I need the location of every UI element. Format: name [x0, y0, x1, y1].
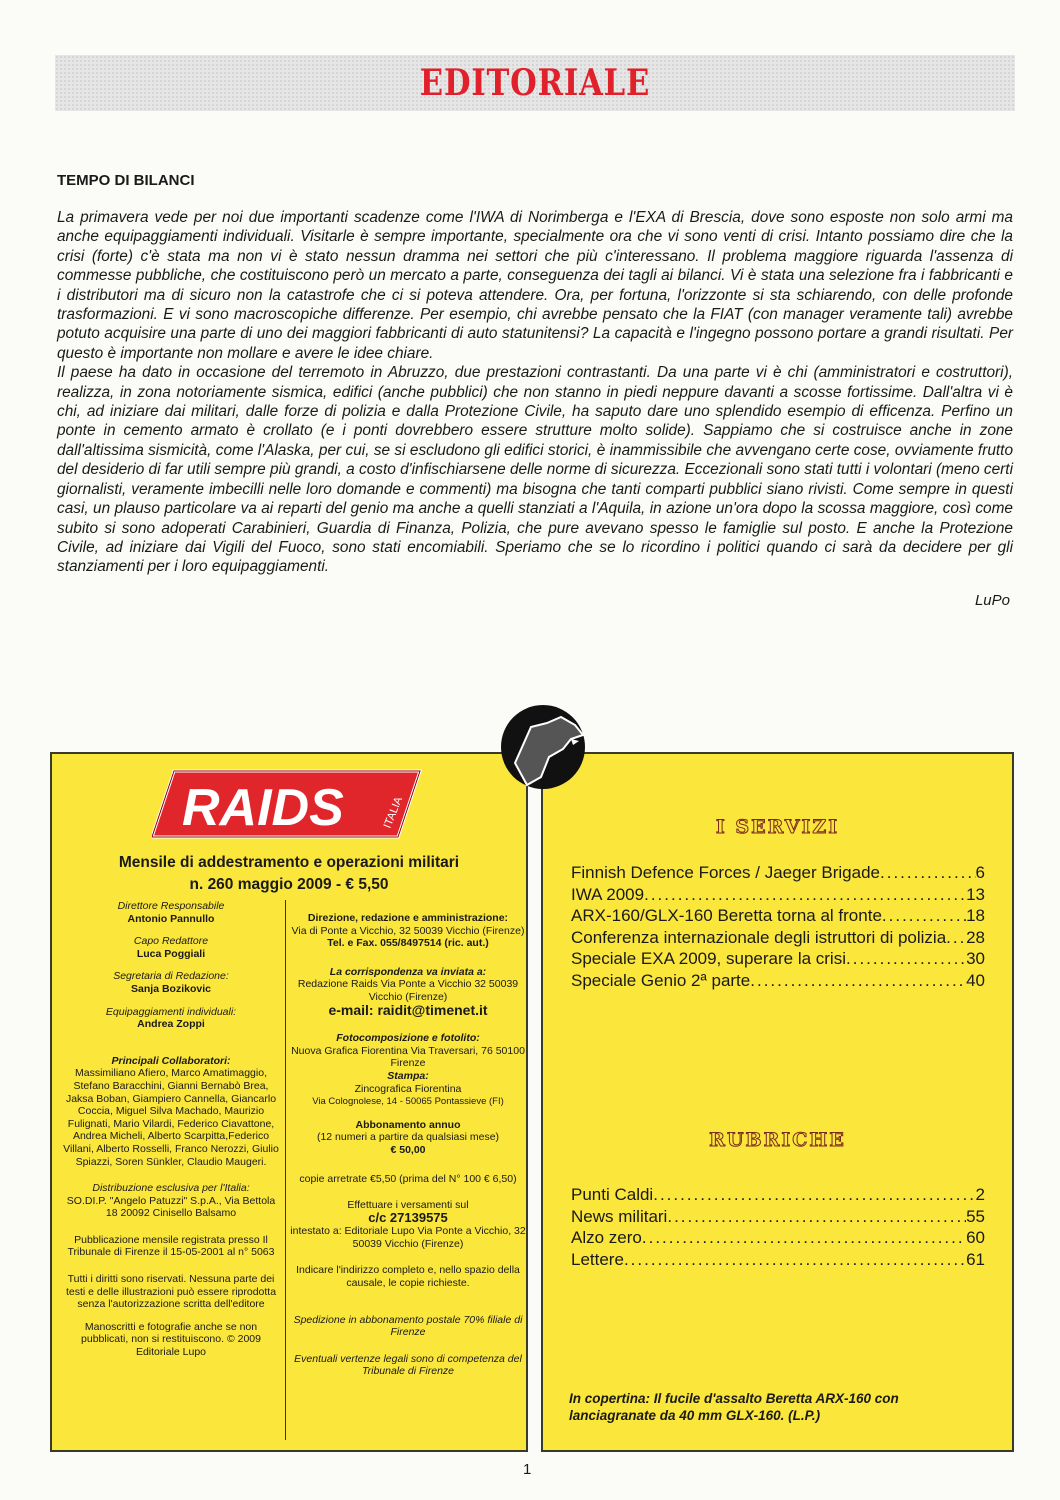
svg-text:RAIDS: RAIDS — [182, 779, 344, 837]
cover-caption: In copertina: Il fucile d'assalto Beretta ARX-160 con lanciagranate da 40 mm GLX-160. (L.P.) — [569, 1391, 899, 1423]
collaborators: Massimiliano Afiero, Marco Amatimaggio, Stefano Baracchini, Gianni Bernabò Brea, Jaksa Boban, Giampiero Cannella, Giancarlo Coccia, Miguel Silva Machado, Maurizio Fulignati, Mario Vilardi, Federico Ciavattone, Andrea Micheli, Alberto Scarpitta,Federico Villani, Alberto Rosselli, Franco Nerozzi, Giulio Spiazzi, Soren Sünkler, Claudio Maugeri. — [63, 1067, 279, 1168]
role: Segretaria di Redazione: — [113, 970, 229, 983]
label: Effettuare i versamenti sul — [347, 1199, 469, 1212]
toc-item[interactable]: IWA 2009 ..... 13 — [571, 884, 985, 906]
signature: LuPo — [974, 592, 1010, 609]
account: c/c 27139575 — [368, 1209, 448, 1225]
svg-text:ITALIA: ITALIA — [381, 795, 406, 831]
toc-item[interactable]: Speciale EXA 2009, superare la crisi ..... 30 — [571, 948, 985, 970]
label: Direzione, redazione e amministrazione: — [307, 912, 509, 924]
name: Antonio Pannullo — [127, 912, 215, 925]
columns-title: RUBRICHE — [709, 1129, 846, 1151]
label: Abbonamento annuo — [355, 1118, 461, 1131]
toc-item[interactable]: Speciale Genio 2ª parte ..... 40 — [571, 970, 985, 992]
tagline: Mensile di addestramento e operazioni militari — [118, 854, 460, 871]
address: Nuova Grafica Fiorentina Via Traversari, 76 50100 Firenze — [291, 1044, 525, 1070]
masthead-box — [50, 752, 528, 1452]
registration: Pubblicazione mensile registrata presso Il Tribunale di Firenze il 15-05-2001 al n° 5063 — [67, 1233, 275, 1259]
toc-item[interactable]: Finnish Defence Forces / Jaeger Brigade ..... 6 — [571, 862, 985, 884]
page-number: 1 — [523, 1461, 532, 1478]
paragraph: La primavera vede per noi due importanti scadenze come l'IWA di Norimberga e l'EXA di Brescia, dove sono esposte non solo armi ma anche equipaggiamenti individuali. Visitarle è sempre importante, specialmente ora che vi sono venti di crisi. Intanto possiamo dire che la crisi (forte) c'è stata ma non vi è stato nessun dramma nei settori che più c'interessano. Il problema maggiore riguarda l'assenza di commesse pubbliche, che costituiscono però un mercato a parte, conseguenza dei tagli ai bilanci. Vi è stata una selezione fra i fabbricanti e i distributori ma di sicuro non la catastrofe che ci si poteva attendere. Ora, per fortuna, l'orizzonte si sta schiarendo, con delle profonde trasformazioni. E vi sono macroscopiche differenze. Per esempio, chi avrebbe pensato che la FIAT (con manager veramente tali) avrebbe potuto acquisire una parte di uno dei maggiori fabbricanti di auto statunitensi? La capacità e l'ingegno possono portare a grandi risultati. Per questo è importante non mollare e avere le idee chiare. — [57, 209, 1013, 362]
toc-item[interactable]: Lettere ..... 61 — [571, 1249, 985, 1271]
services-title: I SERVIZI — [715, 816, 840, 838]
legal: Eventuali vertenze legali sono di competenza del Tribunale di Firenze — [294, 1352, 522, 1378]
columns-list — [571, 1184, 985, 1270]
wolf-emblem-icon — [501, 705, 585, 789]
section-title: EDITORIALE — [419, 62, 651, 104]
postal: Spedizione in abbonamento postale 70% filiale di Firenze — [293, 1313, 523, 1339]
price: € 50,00 — [390, 1143, 426, 1156]
column-divider — [285, 900, 286, 1440]
payee: intestato a: Editoriale Lupo Via Ponte a Vicchio, 32 50039 Vicchio (Firenze) — [290, 1225, 526, 1250]
role: Equipaggiamenti individuali: — [105, 1005, 237, 1018]
paragraph: Il paese ha dato in occasione del terremoto in Abruzzo, due prestazioni contrastanti. Da una parte vi è chi (amministratori e costruttori), realizza, in zona notoriamente sismica, edifici (anche pubblici) che non stanno in piedi neppure davanti a scosse fortissime. Dall'altra vi è chi, ad iniziare dai militari, dalle forze di polizia e dalla Protezione Civile, ha saputo dare uno splendido esempio di efficenza. Perfino un ponte in cemento armato è crollato (e i ponti dovrebbero essere strutture molto solide). Sappiamo che si costruisce anche in zone dall'altissima sismicità, come l'Alaska, per cui, se si escludono gli edifici storici, è inammissibile che avvengano certe cose, ovviamente frutto del desiderio di far utili sempre più grandi, a costo d'infischiarsene delle norme di sicurezza. Eccezionali sono stati tutti i volontari (meno certi giornalisti, veramente imbecilli nelle loro domande e commenti) ma bisogna che tanti comparti pubblici siano rivisti. Come sempre in questi casi, un plauso particolare va ai reparti del genio ma anche a quelli stanziati a l'Aquila, in azione un'ora dopo la scossa maggiore, così come subito si sono adoperati Carabinieri, Guardia di Finanza, Polizia, che pure avevano spesso le famiglie sul posto. E anche la Protezione Civile, ad iniziare dai Vigili del Fuoco, sono stati encomiabili. Speriamo che se lo ricordino i politici quando ci sarà da decidere per gli stanziamenti per i loro equipaggiamenti. — [57, 364, 1013, 576]
role: Principali Collaboratori: — [111, 1054, 231, 1067]
toc-item[interactable]: Alzo zero ..... 60 — [571, 1227, 985, 1249]
article-body — [57, 208, 1013, 577]
pay-note: Indicare l'indirizzo completo e, nello spazio della causale, le copie richieste. — [296, 1264, 520, 1290]
desc: (12 numeri a partire da qualsiasi mese) — [316, 1131, 500, 1144]
name: Andrea Zoppi — [137, 1018, 205, 1031]
role: Capo Redattore — [133, 935, 209, 948]
rights: Tutti i diritti sono riservati. Nessuna parte dei testi e delle illustrazioni può essere riprodotta senza l'autorizzazione scritta dell'editore — [65, 1273, 277, 1311]
distributor: SO.DI.P. "Angelo Patuzzi" S.p.A., Via Bettola 18 20092 Cinisello Balsamo — [66, 1194, 276, 1220]
label: Fotocomposizione e fotolito: — [336, 1032, 480, 1045]
role: Distribuzione esclusiva per l'Italia: — [92, 1182, 250, 1195]
printer: Zincografica Fiorentina — [354, 1082, 462, 1095]
address: Via Colognolese, 14 - 50065 Pontassieve (FI) — [312, 1096, 504, 1108]
name: Luca Poggiali — [136, 947, 206, 960]
contents-box — [541, 752, 1014, 1452]
email-link[interactable]: e-mail: raidit@timenet.it — [328, 1001, 488, 1018]
phone: Tel. e Fax. 055/8497514 (ric. aut.) — [327, 937, 489, 950]
contact-column — [290, 900, 526, 1388]
label: La corrispondenza va inviata a: — [329, 965, 487, 978]
services-list — [571, 862, 985, 991]
role: Direttore Responsabile — [117, 900, 225, 912]
toc-item[interactable]: Punti Caldi ..... 2 — [571, 1184, 985, 1206]
back-issues: copie arretrate €5,50 (prima del N° 100 € 6,50) — [299, 1172, 517, 1185]
label: Stampa: — [387, 1069, 429, 1082]
staff-column — [60, 900, 282, 1369]
header-band — [55, 55, 1015, 111]
name: Sanja Bozikovic — [131, 982, 211, 995]
address: Via di Ponte a Vicchio, 32 50039 Vicchio (Firenze) — [291, 924, 525, 937]
toc-item[interactable]: ARX-160/GLX-160 Beretta torna al fronte ..... 18 — [571, 905, 985, 927]
issue-info: n. 260 maggio 2009 - € 5,50 — [189, 876, 389, 893]
raids-logo — [152, 769, 422, 839]
toc-item[interactable]: Conferenza internazionale degli istruttori di polizia ..... 28 — [571, 927, 985, 949]
toc-item[interactable]: News militari ..... 55 — [571, 1206, 985, 1228]
address: Redazione Raids Via Ponte a Vicchio 32 50039 Vicchio (Firenze) — [297, 978, 519, 1003]
article-title: TEMPO DI BILANCI — [57, 172, 195, 189]
manuscripts: Manoscritti e fotografie anche se non pubblicati, non si restituiscono. © 2009 Editoriale Lupo — [81, 1320, 261, 1359]
